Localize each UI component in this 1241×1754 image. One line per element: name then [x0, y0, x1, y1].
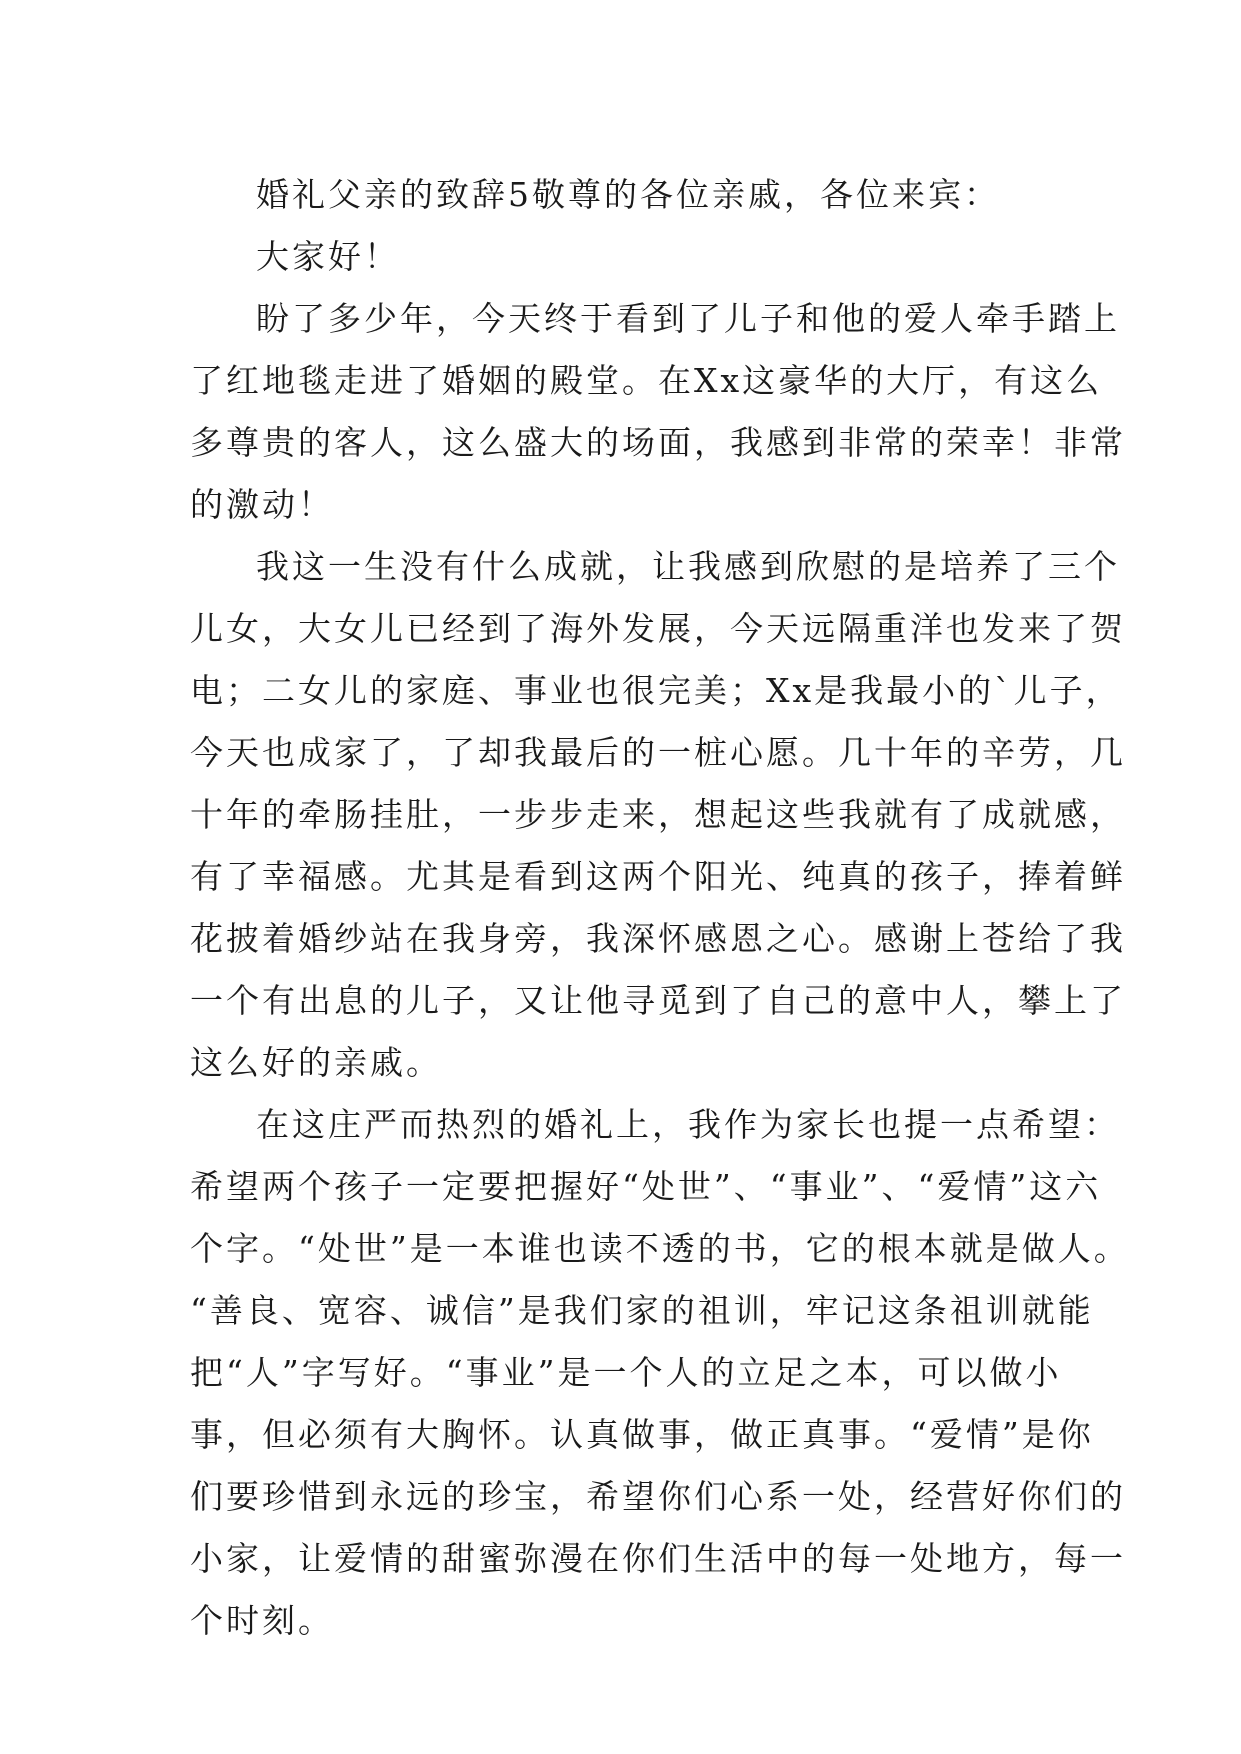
text-line: 希望两个孩子一定要把握好“处世”、“事业”、“爱情”这六 — [190, 1167, 1102, 1206]
text-line: 个字。“处世”是一本谁也读不透的书，它的根本就是做人。 — [190, 1229, 1130, 1268]
text-line: 电；二女儿的家庭、事业也很完美；Xx是我最小的`儿子， — [190, 671, 1122, 710]
text-line: 有了幸福感。尤其是看到这两个阳光、纯真的孩子，捧着鲜 — [190, 857, 1126, 896]
text-line: 事，但必须有大胸怀。认真做事，做正真事。“爱情”是你 — [190, 1415, 1094, 1454]
text-line: 多尊贵的客人，这么盛大的场面，我感到非常的荣幸！非常 — [190, 423, 1126, 462]
text-line: 儿女，大女儿已经到了海外发展，今天远隔重洋也发来了贺 — [190, 609, 1126, 648]
text-line: 这么好的亲戚。 — [190, 1043, 442, 1082]
text-line: 十年的牵肠挂肚，一步步走来，想起这些我就有了成就感， — [190, 795, 1126, 834]
text-line: 一个有出息的儿子，又让他寻觅到了自己的意中人，攀上了 — [190, 981, 1126, 1020]
text-line: 花披着婚纱站在我身旁，我深怀感恩之心。感谢上苍给了我 — [190, 919, 1126, 958]
text-line: 婚礼父亲的致辞5敬尊的各位亲戚，各位来宾： — [256, 175, 1000, 214]
text-line: 大家好！ — [256, 237, 400, 276]
text-line: 小家，让爱情的甜蜜弥漫在你们生活中的每一处地方，每一 — [190, 1539, 1126, 1578]
text-line: “善良、宽容、诚信”是我们家的祖训，牢记这条祖训就能 — [190, 1291, 1094, 1330]
text-line: 们要珍惜到永远的珍宝，希望你们心系一处，经营好你们的 — [190, 1477, 1126, 1516]
text-line: 的激动！ — [190, 485, 334, 524]
text-line: 个时刻。 — [190, 1601, 334, 1640]
speech-text — [190, 164, 1130, 1652]
text-line: 我这一生没有什么成就，让我感到欣慰的是培养了三个 — [256, 547, 1120, 586]
text-line: 把“人”字写好。“事业”是一个人的立足之本，可以做小 — [190, 1353, 1062, 1392]
text-line: 在这庄严而热烈的婚礼上，我作为家长也提一点希望： — [256, 1105, 1120, 1144]
text-line: 盼了多少年，今天终于看到了儿子和他的爱人牵手踏上 — [256, 299, 1120, 338]
text-line: 了红地毯走进了婚姻的殿堂。在Xx这豪华的大厅，有这么 — [190, 361, 1103, 400]
text-line: 今天也成家了，了却我最后的一桩心愿。几十年的辛劳，几 — [190, 733, 1126, 772]
